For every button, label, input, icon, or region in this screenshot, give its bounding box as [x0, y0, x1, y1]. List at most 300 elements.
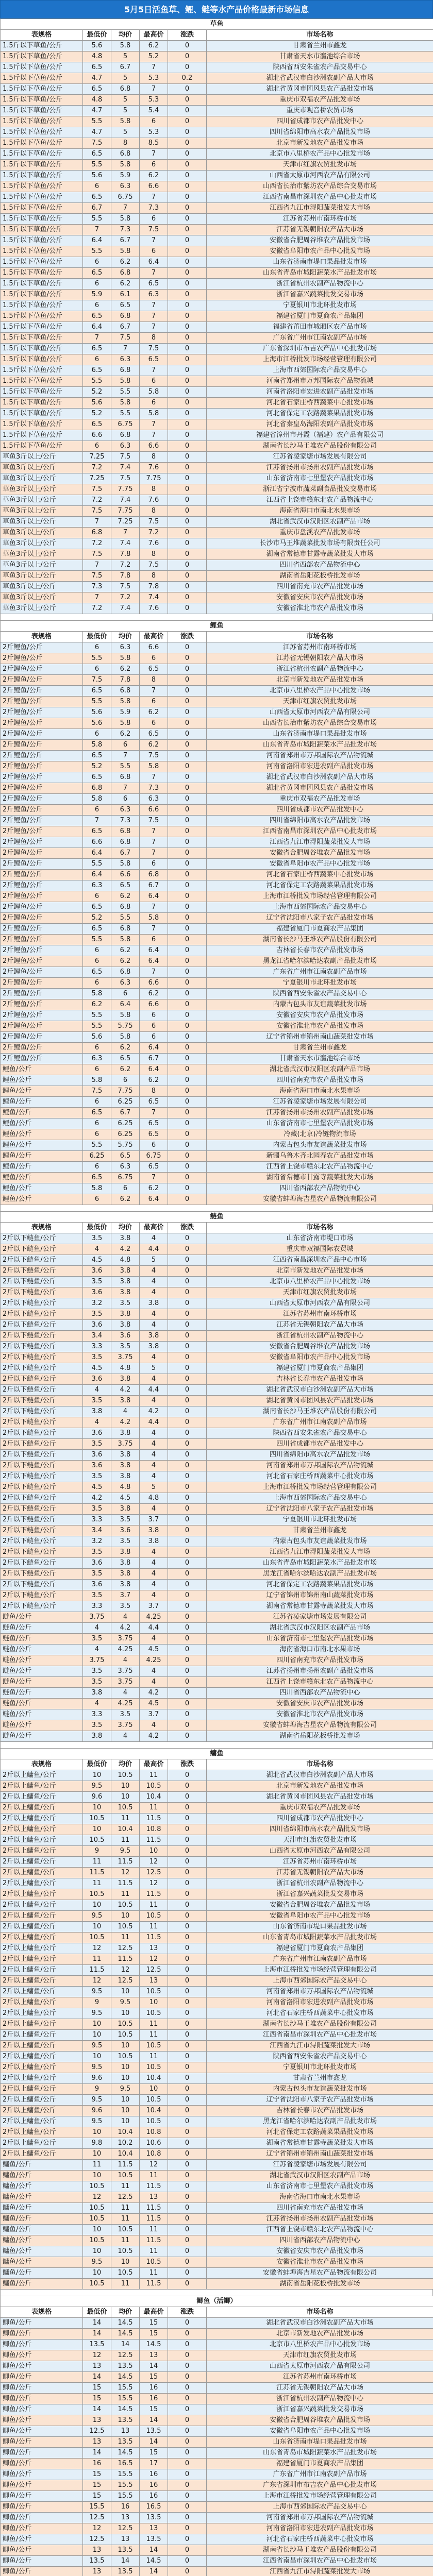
spec-cell: 鲤鱼/公斤 — [1, 1151, 83, 1162]
avg-price-cell: 4.25 — [111, 1645, 140, 1655]
spec-cell: 2斤鲤鱼/公斤 — [1, 945, 83, 956]
spec-cell: 2斤以上鳙鱼/公斤 — [1, 1857, 83, 1868]
max-price-cell: 3.8 — [140, 1526, 168, 1536]
change-cell: 0 — [168, 1075, 207, 1086]
spec-cell: 2斤以下鲢鱼/公斤 — [1, 1526, 83, 1536]
min-price-cell: 4.7 — [83, 106, 111, 116]
avg-price-cell: 11 — [111, 2203, 140, 2214]
avg-price-cell: 6.2 — [111, 664, 140, 675]
max-price-cell: 6.5 — [140, 1129, 168, 1140]
header-market: 市场名称 — [207, 30, 433, 41]
max-price-cell: 7.3 — [140, 203, 168, 214]
max-price-cell: 7.6 — [140, 463, 168, 473]
min-price-cell: 4 — [83, 1417, 111, 1428]
avg-price-cell: 5.8 — [111, 214, 140, 225]
change-cell: 0 — [168, 1461, 207, 1471]
header-avg: 均价 — [111, 1759, 140, 1770]
spec-cell: 2斤鲤鱼/公斤 — [1, 653, 83, 664]
change-cell: 0 — [168, 1287, 207, 1298]
table-row — [1, 127, 433, 138]
max-price-cell: 13 — [140, 2523, 168, 2534]
table-row — [1, 1976, 433, 1987]
min-price-cell: 3.75 — [83, 1655, 111, 1666]
min-price-cell: 6.5 — [83, 192, 111, 203]
min-price-cell: 12 — [83, 1943, 111, 1954]
spec-cell: 鲫鱼/公斤 — [1, 2502, 83, 2513]
avg-price-cell: 7.5 — [111, 333, 140, 344]
max-price-cell: 6 — [140, 1032, 168, 1043]
min-price-cell: 9 — [83, 1846, 111, 1857]
min-price-cell: 6 — [83, 1043, 111, 1054]
min-price-cell: 9.5 — [83, 2041, 111, 2052]
avg-price-cell: 7 — [111, 203, 140, 214]
max-price-cell: 10.8 — [140, 2149, 168, 2160]
min-price-cell: 3.2 — [83, 1536, 111, 1547]
min-price-cell: 6.6 — [83, 837, 111, 848]
min-price-cell: 6.7 — [83, 203, 111, 214]
spec-cell: 1.5斤以下草鱼/公斤 — [1, 41, 83, 52]
min-price-cell: 7.5 — [83, 549, 111, 560]
table-row — [1, 2329, 433, 2340]
min-price-cell: 7.3 — [83, 582, 111, 592]
market-cell: 四川省绵阳市高水农产品批发市场 — [207, 1450, 433, 1461]
table-row — [1, 582, 433, 592]
spec-cell: 2斤鲤鱼/公斤 — [1, 891, 83, 902]
max-price-cell: 13 — [140, 2192, 168, 2203]
market-cell: 山东省济南市堤口果品批发市场 — [207, 1922, 433, 1933]
avg-price-cell: 3.8 — [111, 1580, 140, 1590]
spec-cell: 鲢鱼/公斤 — [1, 1645, 83, 1655]
table-row — [1, 235, 433, 246]
max-price-cell: 4 — [140, 1352, 168, 1363]
table-row — [1, 1385, 433, 1396]
change-cell: 0 — [168, 2448, 207, 2459]
market-cell: 山东省青岛市城阳蔬菜水产品批发市场 — [207, 1933, 433, 1943]
spec-cell: 草鱼3斤以上/公斤 — [1, 484, 83, 495]
change-cell: 0 — [168, 1814, 207, 1824]
avg-price-cell: 6 — [111, 740, 140, 751]
min-price-cell: 13 — [83, 2415, 111, 2426]
market-cell: 新疆乌鲁木齐北园春农产品批发市场 — [207, 1151, 433, 1162]
table-row — [1, 1320, 433, 1331]
spec-cell: 1.5斤以下草鱼/公斤 — [1, 203, 83, 214]
max-price-cell: 4 — [140, 1720, 168, 1731]
avg-price-cell: 3.75 — [111, 1634, 140, 1645]
market-cell: 吉林省长春市农产品批发市场 — [207, 2106, 433, 2116]
table-row — [1, 1824, 433, 1835]
min-price-cell: 6.3 — [83, 880, 111, 891]
spec-cell: 2斤鲤鱼/公斤 — [1, 664, 83, 675]
table-row — [1, 2491, 433, 2502]
change-cell: 0 — [168, 1151, 207, 1162]
market-cell: 湖北省武汉市汉阳区农副产品市场 — [207, 517, 433, 528]
spec-cell: 2斤鲤鱼/公斤 — [1, 1021, 83, 1032]
table-row — [1, 837, 433, 848]
table-row — [1, 740, 433, 751]
change-cell: 0.2 — [168, 73, 207, 84]
avg-price-cell: 4.8 — [111, 1482, 140, 1493]
spec-cell: 2斤以下鲢鱼/公斤 — [1, 1266, 83, 1277]
table-row — [1, 783, 433, 794]
max-price-cell: 11.5 — [140, 1814, 168, 1824]
max-price-cell: 5.8 — [140, 387, 168, 398]
header-change: 涨跌 — [168, 632, 207, 642]
min-price-cell: 5.5 — [83, 246, 111, 257]
market-cell: 四川省成都市农产品批发中心 — [207, 1814, 433, 1824]
avg-price-cell: 6.1 — [111, 290, 140, 300]
market-cell: 安徽省阜阳市农产品中心批发市场 — [207, 1911, 433, 1922]
min-price-cell: 5.5 — [83, 653, 111, 664]
max-price-cell: 10 — [140, 1846, 168, 1857]
spec-cell: 1.5斤以下草鱼/公斤 — [1, 160, 83, 171]
min-price-cell: 6.8 — [83, 783, 111, 794]
min-price-cell: 10.5 — [83, 1933, 111, 1943]
min-price-cell: 12.5 — [83, 2426, 111, 2437]
avg-price-cell: 6.8 — [111, 268, 140, 279]
avg-price-cell: 10.5 — [111, 2052, 140, 2062]
table-row — [1, 257, 433, 268]
spec-cell: 2斤以上鳙鱼/公斤 — [1, 2030, 83, 2041]
table-row — [1, 1878, 433, 1889]
min-price-cell: 6.8 — [83, 528, 111, 538]
change-cell: 0 — [168, 2350, 207, 2361]
header-spec: 表规格 — [1, 30, 83, 41]
change-cell: 0 — [168, 398, 207, 409]
table-row — [1, 2459, 433, 2469]
table-row — [1, 171, 433, 181]
section-title: 鲫鱼（活鲫） — [1, 2296, 433, 2307]
table-row — [1, 344, 433, 354]
avg-price-cell: 15.5 — [111, 2469, 140, 2480]
market-cell: 江西省九江市浔阳蔬菜批发大市场 — [207, 837, 433, 848]
market-cell: 江苏省苏州市南环桥市场 — [207, 1857, 433, 1868]
market-cell: 江苏省苏州市南环桥市场 — [207, 642, 433, 653]
market-cell: 湖北省武汉市白沙洲农副产品大市场 — [207, 2318, 433, 2329]
max-price-cell: 10.4 — [140, 2073, 168, 2084]
avg-price-cell: 5.8 — [111, 859, 140, 870]
change-cell: 0 — [168, 214, 207, 225]
change-cell: 0 — [168, 2545, 207, 2556]
min-price-cell: 11 — [83, 1857, 111, 1868]
avg-price-cell: 6.2 — [111, 729, 140, 740]
table-row — [1, 924, 433, 935]
min-price-cell: 7 — [83, 816, 111, 826]
change-cell: 0 — [168, 2361, 207, 2372]
table-row — [1, 549, 433, 560]
table-row — [1, 2415, 433, 2426]
spec-cell: 鲤鱼/公斤 — [1, 1140, 83, 1151]
avg-price-cell: 3.75 — [111, 1677, 140, 1688]
change-cell: 0 — [168, 913, 207, 924]
market-cell: 重庆市双福国际农贸城 — [207, 1244, 433, 1255]
avg-price-cell: 13 — [111, 2534, 140, 2545]
max-price-cell: 7.6 — [140, 538, 168, 549]
spec-cell: 1.5斤以下草鱼/公斤 — [1, 398, 83, 409]
change-cell: 0 — [168, 1857, 207, 1868]
max-price-cell: 4 — [140, 1309, 168, 1320]
change-cell: 0 — [168, 2116, 207, 2127]
table-row — [1, 1010, 433, 1021]
max-price-cell: 4.4 — [140, 1623, 168, 1634]
spec-cell: 鳙鱼/公斤 — [1, 2268, 83, 2279]
max-price-cell: 6.5 — [140, 729, 168, 740]
spec-cell: 2斤以上鳙鱼/公斤 — [1, 2149, 83, 2160]
header-market: 市场名称 — [207, 1223, 433, 1233]
spec-cell: 鳙鱼/公斤 — [1, 2257, 83, 2268]
min-price-cell: 11.5 — [83, 1965, 111, 1976]
avg-price-cell: 4.5 — [111, 1493, 140, 1504]
spec-cell: 鳙鱼/公斤 — [1, 2203, 83, 2214]
change-cell: 0 — [168, 1173, 207, 1183]
min-price-cell: 4 — [83, 1645, 111, 1655]
change-cell: 0 — [168, 171, 207, 181]
max-price-cell: 6.2 — [140, 171, 168, 181]
avg-price-cell: 7.5 — [111, 473, 140, 484]
market-cell: 安徽省合肥周谷堆农产品批发市场 — [207, 1342, 433, 1352]
change-cell: 0 — [168, 1277, 207, 1287]
max-price-cell: 6.4 — [140, 1064, 168, 1075]
spec-cell: 2斤以下鲢鱼/公斤 — [1, 1396, 83, 1406]
avg-price-cell: 5.9 — [111, 171, 140, 181]
market-cell: 山东省青岛市城阳蔬菜水产品批发市场 — [207, 2448, 433, 2459]
table-row — [1, 2214, 433, 2225]
min-price-cell: 5.2 — [83, 913, 111, 924]
min-price-cell: 5.5 — [83, 376, 111, 387]
avg-price-cell: 10.4 — [111, 2127, 140, 2138]
change-cell: 0 — [168, 2052, 207, 2062]
market-cell: 江苏省无锡朝阳农产品大市场 — [207, 1320, 433, 1331]
spec-cell: 2斤鲤鱼/公斤 — [1, 859, 83, 870]
table-row — [1, 2480, 433, 2491]
max-price-cell: 12 — [140, 1878, 168, 1889]
change-cell: 0 — [168, 1108, 207, 1118]
table-header-row — [1, 2307, 433, 2318]
max-price-cell: 6.6 — [140, 181, 168, 192]
avg-price-cell: 6.8 — [111, 149, 140, 160]
market-cell: 江西省上饶市赣东北农产品物流中心 — [207, 2225, 433, 2235]
spec-cell: 鳙鱼/公斤 — [1, 2214, 83, 2225]
spec-cell: 2斤以上鳙鱼/公斤 — [1, 2138, 83, 2149]
market-cell: 辽宁省锦州市锦州南山蔬菜批发市场 — [207, 1590, 433, 1601]
min-price-cell: 5.8 — [83, 1183, 111, 1194]
table-header-row — [1, 1223, 433, 1233]
spec-cell: 2斤鲤鱼/公斤 — [1, 924, 83, 935]
spec-cell: 2斤以上鳙鱼/公斤 — [1, 1889, 83, 1900]
market-cell: 安徽省阜阳市农产品中心批发市场 — [207, 1352, 433, 1363]
table-row — [1, 848, 433, 859]
change-cell: 0 — [168, 945, 207, 956]
change-cell: 0 — [168, 1943, 207, 1954]
market-cell: 四川省西部农产品物流中心 — [207, 1183, 433, 1194]
market-cell: 辽宁省锦州市锦州南山蔬菜批发市场 — [207, 2149, 433, 2160]
min-price-cell: 6.5 — [83, 751, 111, 761]
table-row — [1, 1309, 433, 1320]
min-price-cell: 11 — [83, 1878, 111, 1889]
min-price-cell: 10 — [83, 2127, 111, 2138]
spec-cell: 2斤鲤鱼/公斤 — [1, 999, 83, 1010]
max-price-cell: 6 — [140, 1021, 168, 1032]
max-price-cell: 4 — [140, 1439, 168, 1450]
market-cell: 河北省秦皇岛海阳农副产品批发市场 — [207, 419, 433, 430]
avg-price-cell: 6.3 — [111, 1162, 140, 1173]
change-cell: 0 — [168, 344, 207, 354]
spec-cell: 2斤鲤鱼/公斤 — [1, 675, 83, 686]
change-cell: 0 — [168, 1482, 207, 1493]
avg-price-cell: 13.5 — [111, 2415, 140, 2426]
market-cell: 江苏省无锡朝阳农产品大市场 — [207, 225, 433, 235]
avg-price-cell: 11.5 — [111, 1878, 140, 1889]
avg-price-cell: 7 — [111, 751, 140, 761]
table-row — [1, 322, 433, 333]
table-row — [1, 225, 433, 235]
table-row — [1, 1363, 433, 1374]
market-cell: 山东省济南市堤口果品批发市场 — [207, 257, 433, 268]
change-cell: 0 — [168, 1352, 207, 1363]
market-cell: 甘肃省天水市瀛池综合市场 — [207, 1054, 433, 1064]
max-price-cell: 13 — [140, 1976, 168, 1987]
change-cell: 0 — [168, 1526, 207, 1536]
min-price-cell: 7.2 — [83, 495, 111, 506]
avg-price-cell: 5.8 — [111, 935, 140, 945]
spec-cell: 1.5斤以下草鱼/公斤 — [1, 300, 83, 311]
table-row — [1, 935, 433, 945]
max-price-cell: 8 — [140, 1086, 168, 1097]
header-min: 最低价 — [83, 632, 111, 642]
max-price-cell: 6 — [140, 1140, 168, 1151]
change-cell: 0 — [168, 1699, 207, 1709]
change-cell: 0 — [168, 1677, 207, 1688]
change-cell: 0 — [168, 1396, 207, 1406]
max-price-cell: 11.5 — [140, 1933, 168, 1943]
table-row — [1, 560, 433, 571]
change-cell: 0 — [168, 2127, 207, 2138]
max-price-cell: 4 — [140, 1266, 168, 1277]
min-price-cell: 3.5 — [83, 1634, 111, 1645]
table-row — [1, 989, 433, 999]
avg-price-cell: 10.5 — [111, 2246, 140, 2257]
change-cell: 0 — [168, 452, 207, 463]
header-market: 市场名称 — [207, 632, 433, 642]
avg-price-cell: 11 — [111, 2235, 140, 2246]
market-cell: 内蒙古包头市友谊蔬菜批发市场 — [207, 999, 433, 1010]
spec-cell: 鲢鱼/公斤 — [1, 1655, 83, 1666]
max-price-cell: 7 — [140, 419, 168, 430]
change-cell: 0 — [168, 2372, 207, 2383]
spec-cell: 鲤鱼/公斤 — [1, 1173, 83, 1183]
avg-price-cell: 3.8 — [111, 1266, 140, 1277]
market-cell: 陕西省西安朱雀农产品交易中心 — [207, 62, 433, 73]
avg-price-cell: 5 — [111, 106, 140, 116]
spec-cell: 2斤以上鳙鱼/公斤 — [1, 2052, 83, 2062]
change-cell: 0 — [168, 1688, 207, 1699]
max-price-cell: 11.5 — [140, 2214, 168, 2225]
change-cell: 0 — [168, 517, 207, 528]
change-cell: 0 — [168, 2192, 207, 2203]
avg-price-cell: 7.8 — [111, 571, 140, 582]
max-price-cell: 8 — [140, 571, 168, 582]
avg-price-cell: 10.2 — [111, 2138, 140, 2149]
market-cell: 湖南省常德市甘露寺蔬菜批发大市场 — [207, 549, 433, 560]
max-price-cell: 10.6 — [140, 2138, 168, 2149]
sections-container — [0, 19, 433, 2576]
spec-cell: 鲢鱼/公斤 — [1, 1731, 83, 1742]
spec-cell: 鳙鱼/公斤 — [1, 2246, 83, 2257]
change-cell: 0 — [168, 62, 207, 73]
avg-price-cell: 11.5 — [111, 1954, 140, 1965]
table-row — [1, 1911, 433, 1922]
market-cell: 四川省成都市农产品批发中心 — [207, 1439, 433, 1450]
market-cell: 北京市八里桥农产品中心批发市场 — [207, 149, 433, 160]
market-cell: 江西省南昌市深圳农产品中心批发市场 — [207, 192, 433, 203]
table-row — [1, 1396, 433, 1406]
min-price-cell: 15 — [83, 2394, 111, 2404]
change-cell: 0 — [168, 2257, 207, 2268]
max-price-cell: 11 — [140, 2268, 168, 2279]
max-price-cell: 10.5 — [140, 2041, 168, 2052]
avg-price-cell: 3.8 — [111, 1428, 140, 1439]
price-table — [0, 1211, 433, 1742]
max-price-cell: 5 — [140, 1482, 168, 1493]
change-cell: 0 — [168, 848, 207, 859]
market-cell: 北京市新发地农产品批发市场 — [207, 675, 433, 686]
min-price-cell: 7.5 — [83, 506, 111, 517]
market-cell: 黑龙江省哈尔滨哈达农副产品批发市场 — [207, 1569, 433, 1580]
change-cell: 0 — [168, 2513, 207, 2523]
market-cell: 内蒙古包头市友谊蔬菜批发市场 — [207, 1536, 433, 1547]
change-cell: 0 — [168, 1064, 207, 1075]
min-price-cell: 6.5 — [83, 1108, 111, 1118]
table-row — [1, 880, 433, 891]
header-change: 涨跌 — [168, 1759, 207, 1770]
table-row — [1, 2279, 433, 2290]
table-row — [1, 1097, 433, 1108]
spec-cell: 鲫鱼/公斤 — [1, 2556, 83, 2567]
spec-cell: 1.5斤以下草鱼/公斤 — [1, 192, 83, 203]
table-row — [1, 870, 433, 880]
section-title: 鲤鱼 — [1, 621, 433, 632]
change-cell: 0 — [168, 1889, 207, 1900]
market-cell: 安徽省蚌埠海吉星农产品物流有限公司 — [207, 1194, 433, 1205]
min-price-cell: 10 — [83, 1900, 111, 1911]
max-price-cell: 7 — [140, 311, 168, 322]
change-cell: 0 — [168, 279, 207, 290]
change-cell: 0 — [168, 642, 207, 653]
avg-price-cell: 6.8 — [111, 902, 140, 913]
table-row — [1, 772, 433, 783]
avg-price-cell: 10 — [111, 2008, 140, 2019]
table-row — [1, 718, 433, 729]
avg-price-cell: 10.4 — [111, 1824, 140, 1835]
max-price-cell: 7.5 — [140, 344, 168, 354]
avg-price-cell: 10 — [111, 2106, 140, 2116]
spec-cell: 2斤以下鲢鱼/公斤 — [1, 1547, 83, 1558]
min-price-cell: 10 — [83, 2149, 111, 2160]
table-row — [1, 2437, 433, 2448]
min-price-cell: 6 — [83, 441, 111, 452]
change-cell: 0 — [168, 2502, 207, 2513]
spec-cell: 鲫鱼/公斤 — [1, 2318, 83, 2329]
min-price-cell: 6 — [83, 805, 111, 816]
market-cell: 江西省南昌深圳农产品中心市场 — [207, 1255, 433, 1266]
min-price-cell: 15 — [83, 2469, 111, 2480]
table-row — [1, 1612, 433, 1623]
market-cell: 山西省太原市河西农产品有限公司 — [207, 2361, 433, 2372]
spec-cell: 1.5斤以下草鱼/公斤 — [1, 333, 83, 344]
header-market: 市场名称 — [207, 2307, 433, 2318]
spec-cell: 2斤以下鲢鱼/公斤 — [1, 1244, 83, 1255]
spec-cell: 2斤以上鳙鱼/公斤 — [1, 2019, 83, 2030]
min-price-cell: 4.5 — [83, 1255, 111, 1266]
